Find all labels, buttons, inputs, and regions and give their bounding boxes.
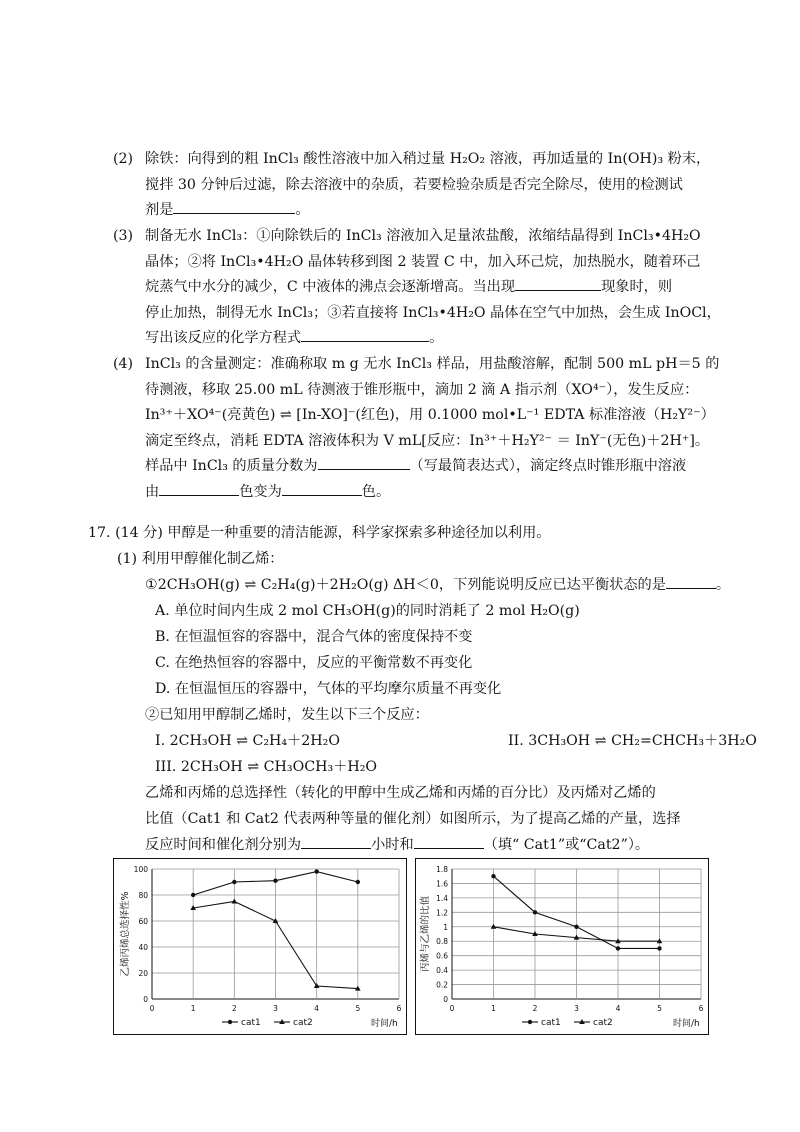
legend-marker-cat1 (528, 1020, 532, 1024)
data-point-cat1 (533, 910, 537, 914)
y-tick-label: 0 (443, 995, 448, 1004)
part-number: (4) (113, 356, 134, 372)
selectivity-chart (114, 859, 406, 1034)
data-point-cat2 (491, 924, 497, 929)
legend-label-cat1: cat1 (541, 1018, 561, 1028)
text-line: In³⁺＋XO⁴⁻(亮黄色) ⇌ [In-XO]⁻(红色)，用 0.1000 mol•L⁻¹ EDTA 标准溶液（H₂Y²⁻） (145, 407, 715, 423)
reaction-1: I. 2CH₃OH ⇌ C₂H₄＋2H₂O (155, 733, 340, 749)
data-point-cat2 (232, 899, 238, 904)
answer-blank[interactable] (318, 454, 410, 470)
text-line: 剂是 。 (145, 198, 705, 224)
question-header: 17. (14 分) 甲醇是一种重要的清洁能源，科学家探索多种途径加以利用。 (88, 525, 551, 541)
reactions-row (155, 728, 757, 754)
x-tick-label: 1 (491, 1004, 496, 1013)
answer-blank[interactable] (301, 326, 429, 342)
y-tick-label: 1.4 (436, 893, 448, 903)
text-line: 制备无水 InCl₃：①向除铁后的 InCl₃ 溶液加入足量浓盐酸，浓缩结晶得到 InCl₃•4H₂O (145, 228, 701, 244)
answer-blank[interactable] (159, 480, 239, 496)
option-c[interactable]: C. 在绝热恒容的容器中，反应的平衡常数不再变化 (155, 655, 473, 671)
answer-blank[interactable] (282, 480, 362, 496)
legend-label-cat2: cat2 (293, 1018, 313, 1028)
x-tick-label: 4 (314, 1004, 320, 1013)
option-b[interactable]: B. 在恒温恒容的容器中，混合气体的密度保持不变 (155, 629, 473, 645)
y-tick-label: 1 (443, 922, 448, 932)
x-tick-label: 6 (396, 1004, 402, 1013)
data-point-cat1 (191, 893, 195, 897)
y-tick-label: 1.2 (436, 908, 448, 918)
y-axis-label: 乙烯丙烯总选择性% (120, 891, 131, 977)
data-point-cat1 (273, 879, 277, 883)
option-d[interactable]: D. 在恒温恒压的容器中，气体的平均摩尔质量不再变化 (155, 681, 502, 697)
question-17 (88, 520, 757, 858)
text-line: 晶体；②将 InCl₃•4H₂O 晶体转移到图 2 装置 C 中，加入环己烷，加热脱水，随着环己 (145, 253, 701, 270)
x-tick-label: 0 (149, 1004, 155, 1013)
part-number: (2) (113, 151, 134, 167)
y-tick-label: 1.6 (436, 879, 448, 889)
text-line: 由 色变为 色。 (145, 480, 705, 506)
text-line: 烷蒸气中水分的减少，C 中液体的沸点会逐渐增高。当出现 现象时，则 (145, 275, 705, 301)
legend-label-cat2: cat2 (593, 1018, 613, 1028)
x-tick-label: 2 (532, 1004, 538, 1013)
data-point-cat1 (657, 946, 661, 950)
data-point-cat1 (356, 880, 360, 884)
legend-label-cat1: cat1 (241, 1018, 261, 1028)
y-tick-label: 20 (138, 969, 148, 978)
legend-marker-cat1 (228, 1020, 232, 1024)
data-point-cat1 (314, 869, 318, 873)
text-line: 滴定至终点，消耗 EDTA 溶液体积为 V mL[反应：In³⁺＋H₂Y²⁻ ＝ InY⁻(无色)＋2H⁺]。 (145, 432, 710, 449)
text-line: 反应时间和催化剂分别为 小时和 （填“ Cat1”或“Cat2”）。 (145, 832, 708, 858)
data-point-cat1 (232, 880, 236, 884)
data-point-cat1 (616, 946, 620, 950)
y-tick-label: 0 (143, 995, 148, 1004)
data-point-cat1 (574, 925, 578, 929)
option-a[interactable]: A. 单位时间内生成 2 mol CH₃OH(g)的同时消耗了 2 mol H₂O(g) (155, 603, 580, 619)
text-line: 停止加热，制得无水 InCl₃；③若直接将 InCl₃•4H₂O 晶体在空气中加热，会生成 InOCl， (145, 304, 721, 321)
x-tick-label: 0 (449, 1004, 455, 1013)
text-line: 搅拌 30 分钟后过滤，除去溶液中的杂质，若要检验杂质是否完全除尽，使用的检测试 (145, 176, 683, 193)
x-tick-label: 3 (273, 1004, 278, 1013)
answer-blank[interactable] (515, 275, 601, 291)
question-16-part-2 (113, 147, 711, 224)
y-tick-label: 80 (138, 891, 148, 900)
y-axis-label: 丙烯与乙烯的比值 (420, 895, 431, 973)
answer-blank[interactable] (173, 198, 295, 214)
reaction-3: III. 2CH₃OH ⇌ CH₃OCH₃＋H₂O (155, 759, 378, 775)
chart-right-frame (415, 858, 709, 1035)
text-line: 待测液，移取 25.00 mL 待测液于锥形瓶中，滴加 2 滴 A 指示剂（XO⁴⁻），发生反应： (145, 381, 699, 398)
question-stem: ②已知用甲醇制乙烯时，发生以下三个反应： (145, 707, 429, 723)
text-line: 除铁：向得到的粗 InCl₃ 酸性溶液中加入稍过量 H₂O₂ 溶液，再加适量的 In(OH)₃ 粉末， (145, 151, 711, 167)
question-16-part-4 (113, 352, 720, 505)
data-point-cat1 (491, 874, 495, 878)
part-number: (3) (113, 228, 134, 244)
x-tick-label: 1 (190, 1004, 196, 1013)
question-stem: ①2CH₃OH(g) ⇌ C₂H₄(g)＋2H₂O(g) ΔH＜0，下列能说明反应已达平衡状态的是 。 (145, 572, 708, 598)
x-tick-label: 3 (574, 1004, 579, 1013)
text-line: 样品中 InCl₃ 的质量分数为 （写最简表达式），滴定终点时锥形瓶中溶液 (145, 454, 705, 480)
text-line: 乙烯和丙烯的总选择性（转化的甲醇中生成乙烯和丙烯的百分比）及丙烯对乙烯的 (145, 785, 656, 801)
y-tick-label: 0.8 (436, 937, 448, 947)
x-tick-label: 5 (355, 1004, 361, 1013)
answer-blank[interactable] (301, 833, 371, 849)
x-axis-label: 时间/h (673, 1019, 700, 1029)
text-line: 比值（Cat1 和 Cat2 代表两种等量的催化剂）如图所示，为了提高乙烯的产量，选择 (145, 811, 681, 827)
y-tick-label: 1.8 (436, 865, 448, 874)
x-tick-label: 4 (615, 1004, 621, 1013)
y-tick-label: 0.2 (436, 980, 448, 990)
text-line: InCl₃ 的含量测定：准确称取 m g 无水 InCl₃ 样品，用盐酸溶解，配制 500 mL pH＝5 的 (145, 356, 720, 372)
x-axis-label: 时间/h (371, 1019, 398, 1029)
answer-blank[interactable] (666, 573, 716, 589)
y-tick-label: 0.4 (436, 966, 448, 976)
ratio-chart (416, 859, 708, 1034)
y-tick-label: 40 (138, 943, 148, 952)
x-tick-label: 2 (231, 1004, 237, 1013)
y-tick-label: 60 (138, 917, 148, 926)
y-tick-label: 0.6 (436, 951, 448, 961)
reaction-2: II. 3CH₃OH ⇌ CH₂=CHCH₃＋3H₂O (508, 733, 757, 749)
question-16-part-3 (113, 224, 721, 352)
x-tick-label: 6 (698, 1004, 704, 1013)
x-tick-label: 5 (657, 1004, 662, 1013)
answer-blank[interactable] (414, 833, 484, 849)
sub-question-1: (1) 利用甲醇催化制乙烯： (117, 551, 284, 567)
chart-left-frame (113, 858, 407, 1035)
y-tick-label: 100 (133, 865, 148, 874)
text-line: 写出该反应的化学方程式 。 (145, 326, 705, 352)
